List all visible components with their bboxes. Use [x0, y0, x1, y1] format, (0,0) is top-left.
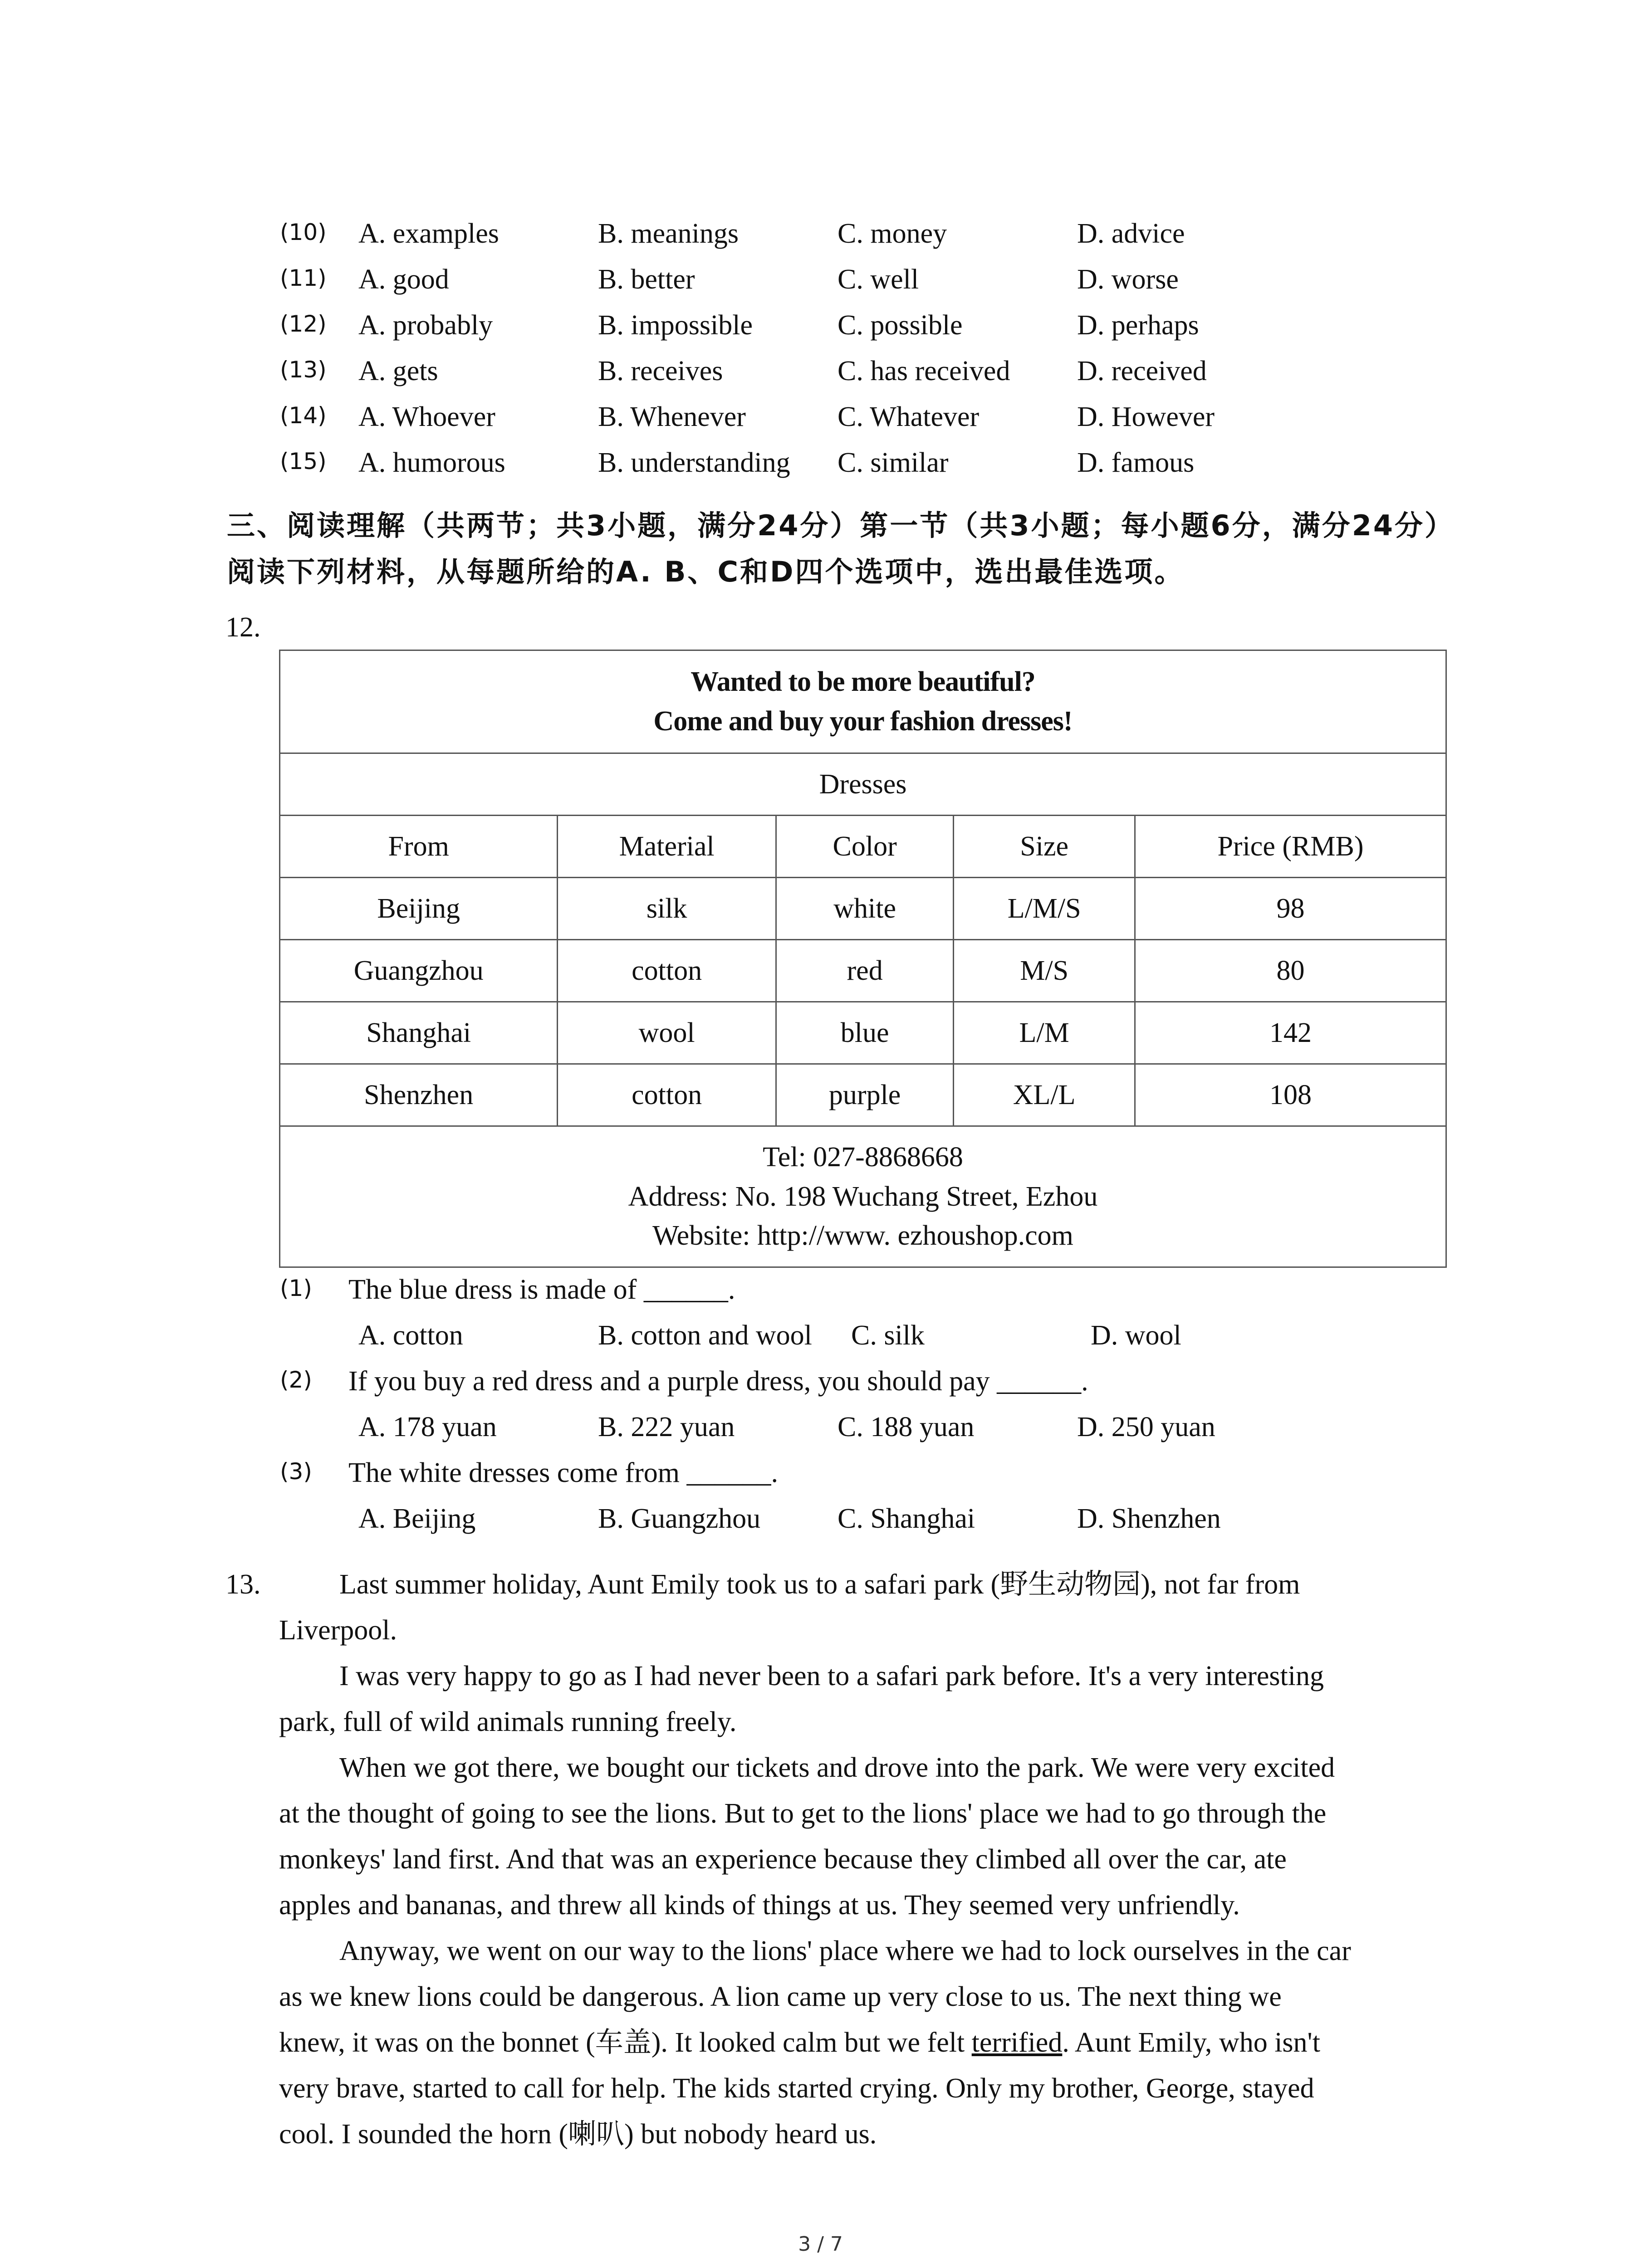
passage-line: Anyway, we went on our way to the lions' place where we had to lock ourselves in the car — [339, 1936, 1351, 1966]
table-cell: cotton — [558, 940, 776, 1002]
question-13-number: 13. — [225, 1569, 261, 1600]
table-cell: M/S — [954, 940, 1135, 1002]
option-d: D. 250 yuan — [1077, 1412, 1215, 1442]
passage-line: I was very happy to go as I had never been to a safari park before. It's a very interesting — [339, 1661, 1324, 1691]
passage-text: knew, it was on the bonnet (车盖). It looked calm but we felt — [279, 2027, 972, 2058]
option-a: A. Whoever — [358, 401, 495, 432]
option-d: D. wool — [1091, 1320, 1181, 1351]
option-b: B. receives — [598, 356, 723, 386]
table-cell: Guangzhou — [280, 940, 558, 1002]
question-number: (15) — [280, 448, 327, 474]
option-c: C. possible — [838, 310, 963, 341]
passage-line: monkeys' land first. And that was an experience because they climbed all over the car, ate — [279, 1844, 1287, 1875]
ad-title — [280, 650, 1446, 753]
option-c: C. similar — [838, 447, 949, 478]
question-number: (13) — [280, 357, 327, 383]
ad-address: Address: No. 198 Wuchang Street, Ezhou — [628, 1181, 1098, 1212]
passage-line — [279, 2028, 1320, 2057]
ad-section-label: Dresses — [280, 753, 1446, 816]
table-cell: 80 — [1135, 940, 1446, 1002]
table-cell: red — [776, 940, 954, 1002]
table-cell: Shenzhen — [280, 1064, 558, 1126]
option-d: D. However — [1077, 401, 1215, 432]
option-b: B. better — [598, 264, 695, 295]
passage-line: park, full of wild animals running freely. — [279, 1706, 737, 1737]
question-stem: If you buy a red dress and a purple dress, you should pay ______. — [348, 1366, 1088, 1397]
table-cell: cotton — [558, 1064, 776, 1126]
table-cell: XL/L — [954, 1064, 1135, 1126]
question-number: (1) — [280, 1275, 312, 1301]
table-cell: L/M — [954, 1002, 1135, 1064]
option-a: A. gets — [358, 356, 438, 386]
table-row — [280, 878, 1446, 940]
table-cell: 142 — [1135, 1002, 1446, 1064]
option-a: A. Beijing — [358, 1503, 476, 1534]
question-number: (3) — [280, 1458, 312, 1485]
passage-line: at the thought of going to see the lions. But to get to the lions' place we had to go through the — [279, 1798, 1327, 1829]
question-stem: The blue dress is made of ______. — [348, 1274, 735, 1305]
option-a: A. probably — [358, 310, 493, 341]
question-stem: The white dresses come from ______. — [348, 1457, 778, 1488]
column-header: Price (RMB) — [1135, 816, 1446, 878]
underlined-word: terrified — [971, 2027, 1063, 2058]
table-cell: white — [776, 878, 954, 940]
table-row — [280, 1002, 1446, 1064]
option-c: C. Shanghai — [838, 1503, 975, 1534]
option-c: C. silk — [851, 1320, 925, 1351]
option-a: A. humorous — [358, 447, 505, 478]
section-instructions: 阅读下列材料，从每题所给的A. B、C和D四个选项中，选出最佳选项。 — [227, 555, 1185, 588]
question-number: (10) — [280, 219, 327, 245]
ad-title-line-2: Come and buy your fashion dresses! — [653, 706, 1073, 737]
option-a: A. good — [358, 264, 449, 295]
passage-line: apples and bananas, and threw all kinds of things at us. They seemed very unfriendly. — [279, 1890, 1240, 1921]
ad-contact-info — [280, 1126, 1446, 1267]
option-d: D. perhaps — [1077, 310, 1199, 341]
option-b: B. Guangzhou — [598, 1503, 761, 1534]
fashion-ad-table — [279, 650, 1447, 1268]
option-b: B. 222 yuan — [598, 1412, 735, 1442]
passage-line: cool. I sounded the horn (喇叭) but nobody heard us. — [279, 2119, 877, 2150]
passage-line: as we knew lions could be dangerous. A lion came up very close to us. The next thing we — [279, 1981, 1282, 2012]
column-header: From — [280, 816, 558, 878]
table-cell: silk — [558, 878, 776, 940]
section-heading: 三、阅读理解（共两节；共3小题，满分24分）第一节（共3小题；每小题6分，满分24分） — [227, 509, 1455, 542]
table-cell: blue — [776, 1002, 954, 1064]
table-cell: purple — [776, 1064, 954, 1126]
page-number: 3 / 7 — [798, 2233, 843, 2256]
table-row — [280, 1064, 1446, 1126]
ad-tel: Tel: 027-8868668 — [763, 1141, 963, 1173]
option-b: B. impossible — [598, 310, 753, 341]
ad-website: Website: http://www. ezhoushop.com — [652, 1220, 1073, 1251]
passage-text: . Aunt Emily, who isn't — [1062, 2027, 1320, 2058]
table-header-row — [280, 816, 1446, 878]
option-a: A. cotton — [358, 1320, 463, 1351]
table-row — [280, 940, 1446, 1002]
option-d: D. famous — [1077, 447, 1195, 478]
table-cell: 108 — [1135, 1064, 1446, 1126]
option-a: A. 178 yuan — [358, 1412, 497, 1442]
option-c: C. Whatever — [838, 401, 980, 432]
option-a: A. examples — [358, 218, 499, 249]
option-d: D. received — [1077, 356, 1207, 386]
passage-line: Last summer holiday, Aunt Emily took us to a safari park (野生动物园), not far from — [339, 1569, 1300, 1600]
option-d: D. advice — [1077, 218, 1185, 249]
ad-title-line-1: Wanted to be more beautiful? — [691, 666, 1035, 698]
passage-line: very brave, started to call for help. The kids started crying. Only my brother, George, stayed — [279, 2073, 1314, 2104]
option-c: C. well — [838, 264, 919, 295]
passage-line: When we got there, we bought our tickets and drove into the park. We were very excited — [339, 1752, 1335, 1783]
table-cell: Shanghai — [280, 1002, 558, 1064]
option-d: D. Shenzhen — [1077, 1503, 1221, 1534]
option-b: B. cotton and wool — [598, 1320, 812, 1351]
question-12-number: 12. — [225, 612, 261, 643]
option-c: C. 188 yuan — [838, 1412, 975, 1442]
option-c: C. money — [838, 218, 947, 249]
table-cell: 98 — [1135, 878, 1446, 940]
option-b: B. meanings — [598, 218, 739, 249]
table-cell: wool — [558, 1002, 776, 1064]
option-b: B. understanding — [598, 447, 790, 478]
question-number: (12) — [280, 311, 327, 337]
option-c: C. has received — [838, 356, 1010, 386]
table-cell: L/M/S — [954, 878, 1135, 940]
question-number: (14) — [280, 402, 327, 429]
column-header: Size — [954, 816, 1135, 878]
option-b: B. Whenever — [598, 401, 746, 432]
question-number: (2) — [280, 1367, 312, 1393]
question-number: (11) — [280, 265, 327, 291]
table-cell: Beijing — [280, 878, 558, 940]
option-d: D. worse — [1077, 264, 1179, 295]
column-header: Material — [558, 816, 776, 878]
passage-line: Liverpool. — [279, 1615, 397, 1646]
column-header: Color — [776, 816, 954, 878]
